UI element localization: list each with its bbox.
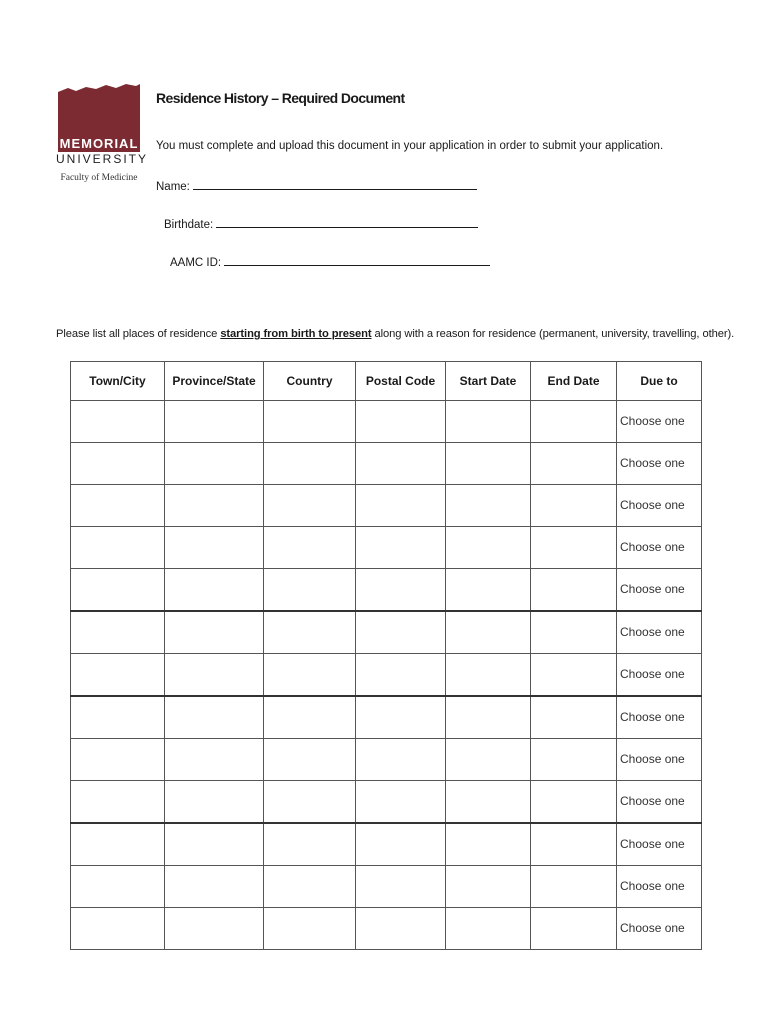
postal-code-cell[interactable]: [356, 485, 446, 527]
table-row: [71, 908, 702, 950]
town-city-cell[interactable]: [71, 739, 165, 781]
town-city-cell[interactable]: [71, 866, 165, 908]
birthdate-label: Birthdate:: [164, 219, 214, 231]
instructions-before: Please list all places of residence: [56, 328, 221, 340]
due-to-select[interactable]: Choose one: [617, 527, 702, 569]
province-state-cell[interactable]: [165, 866, 264, 908]
end-date-cell[interactable]: [531, 401, 617, 443]
due-to-select[interactable]: Choose one: [617, 739, 702, 781]
start-date-cell[interactable]: [446, 527, 531, 569]
due-to-select[interactable]: Choose one: [617, 866, 702, 908]
header-postal-code: Postal Code: [356, 362, 446, 401]
instructions-emphasis: starting from birth to present: [220, 328, 372, 340]
end-date-cell[interactable]: [531, 443, 617, 485]
town-city-cell[interactable]: [71, 485, 165, 527]
country-cell[interactable]: [264, 401, 356, 443]
due-to-select[interactable]: Choose one: [617, 401, 702, 443]
province-state-cell[interactable]: [165, 739, 264, 781]
due-to-select[interactable]: Choose one: [617, 908, 702, 950]
country-cell[interactable]: [264, 527, 356, 569]
postal-code-cell[interactable]: [356, 654, 446, 697]
start-date-cell[interactable]: [446, 908, 531, 950]
town-city-cell[interactable]: [71, 823, 165, 866]
header-country: Country: [264, 362, 356, 401]
header-end-date: End Date: [531, 362, 617, 401]
memorial-university-logo: [56, 82, 149, 192]
due-to-select[interactable]: Choose one: [617, 443, 702, 485]
start-date-cell[interactable]: [446, 866, 531, 908]
table-body: [71, 401, 702, 950]
province-state-cell[interactable]: [165, 527, 264, 569]
logo-memorial-text: MEMORIAL: [59, 136, 139, 151]
country-cell[interactable]: [264, 696, 356, 739]
due-to-select[interactable]: Choose one: [617, 654, 702, 697]
end-date-cell[interactable]: [531, 485, 617, 527]
country-cell[interactable]: [264, 443, 356, 485]
end-date-cell[interactable]: [531, 527, 617, 569]
start-date-cell[interactable]: [446, 739, 531, 781]
table-row: [71, 527, 702, 569]
start-date-cell[interactable]: [446, 611, 531, 654]
start-date-cell[interactable]: [446, 823, 531, 866]
town-city-cell[interactable]: [71, 908, 165, 950]
town-city-cell[interactable]: [71, 781, 165, 824]
name-input-line[interactable]: [193, 178, 477, 190]
table-row: [71, 654, 702, 697]
due-to-select[interactable]: Choose one: [617, 611, 702, 654]
country-cell[interactable]: [264, 908, 356, 950]
province-state-cell[interactable]: [165, 908, 264, 950]
country-cell[interactable]: [264, 569, 356, 612]
start-date-cell[interactable]: [446, 654, 531, 697]
end-date-cell[interactable]: [531, 611, 617, 654]
due-to-select[interactable]: Choose one: [617, 696, 702, 739]
postal-code-cell[interactable]: [356, 781, 446, 824]
postal-code-cell[interactable]: [356, 696, 446, 739]
end-date-cell[interactable]: [531, 823, 617, 866]
postal-code-cell[interactable]: [356, 739, 446, 781]
postal-code-cell[interactable]: [356, 401, 446, 443]
table-row: [71, 569, 702, 612]
residence-list-instructions: [56, 328, 734, 340]
province-state-cell[interactable]: [165, 781, 264, 824]
province-state-cell[interactable]: [165, 569, 264, 612]
logo-university-text: UNIVERSITY: [56, 152, 149, 166]
name-field[interactable]: [156, 178, 477, 193]
end-date-cell[interactable]: [531, 908, 617, 950]
table-row: [71, 739, 702, 781]
start-date-cell[interactable]: [446, 569, 531, 612]
town-city-cell[interactable]: [71, 611, 165, 654]
postal-code-cell[interactable]: [356, 908, 446, 950]
start-date-cell[interactable]: [446, 485, 531, 527]
name-label: Name:: [156, 181, 190, 193]
due-to-select[interactable]: Choose one: [617, 781, 702, 824]
aamc-id-input-line[interactable]: [224, 254, 490, 266]
province-state-cell[interactable]: [165, 485, 264, 527]
header-due-to: Due to: [617, 362, 702, 401]
end-date-cell[interactable]: [531, 654, 617, 697]
country-cell[interactable]: [264, 654, 356, 697]
start-date-cell[interactable]: [446, 696, 531, 739]
table-row: [71, 485, 702, 527]
province-state-cell[interactable]: [165, 696, 264, 739]
table-row: [71, 823, 702, 866]
table-row: [71, 866, 702, 908]
postal-code-cell[interactable]: [356, 823, 446, 866]
birthdate-field[interactable]: [164, 216, 478, 231]
start-date-cell[interactable]: [446, 401, 531, 443]
start-date-cell[interactable]: [446, 443, 531, 485]
province-state-cell[interactable]: [165, 823, 264, 866]
postal-code-cell[interactable]: [356, 527, 446, 569]
end-date-cell[interactable]: [531, 739, 617, 781]
postal-code-cell[interactable]: [356, 569, 446, 612]
residence-history-table: [70, 361, 702, 950]
aamc-id-label: AAMC ID:: [170, 257, 222, 269]
postal-code-cell[interactable]: [356, 611, 446, 654]
town-city-cell[interactable]: [71, 654, 165, 697]
postal-code-cell[interactable]: [356, 443, 446, 485]
header-town-city: Town/City: [71, 362, 165, 401]
town-city-cell[interactable]: [71, 527, 165, 569]
country-cell[interactable]: [264, 739, 356, 781]
country-cell[interactable]: [264, 866, 356, 908]
instructions-after: along with a reason for residence (permanent, university, travelling, other).: [371, 328, 735, 340]
province-state-cell[interactable]: [165, 611, 264, 654]
country-cell[interactable]: [264, 823, 356, 866]
country-cell[interactable]: [264, 781, 356, 824]
birthdate-input-line[interactable]: [216, 216, 478, 228]
province-state-cell[interactable]: [165, 654, 264, 697]
page-title: Residence History – Required Document: [156, 90, 405, 106]
town-city-cell[interactable]: [71, 443, 165, 485]
end-date-cell[interactable]: [531, 569, 617, 612]
table-row: [71, 611, 702, 654]
table-row: [71, 781, 702, 824]
upload-instructions: You must complete and upload this document in your application in order to submit your application.: [156, 140, 664, 152]
header-province-state: Province/State: [165, 362, 264, 401]
table-row: [71, 696, 702, 739]
country-cell[interactable]: [264, 611, 356, 654]
start-date-cell[interactable]: [446, 781, 531, 824]
due-to-select[interactable]: Choose one: [617, 485, 702, 527]
table-header-row: [71, 362, 702, 401]
end-date-cell[interactable]: [531, 696, 617, 739]
country-cell[interactable]: [264, 485, 356, 527]
table-row: [71, 443, 702, 485]
end-date-cell[interactable]: [531, 781, 617, 824]
town-city-cell[interactable]: [71, 401, 165, 443]
province-state-cell[interactable]: [165, 401, 264, 443]
town-city-cell[interactable]: [71, 696, 165, 739]
town-city-cell[interactable]: [71, 569, 165, 612]
due-to-select[interactable]: Choose one: [617, 569, 702, 612]
postal-code-cell[interactable]: [356, 866, 446, 908]
logo-faculty-text: Faculty of Medicine: [60, 173, 138, 183]
province-state-cell[interactable]: [165, 443, 264, 485]
aamc-id-field[interactable]: [170, 254, 490, 269]
end-date-cell[interactable]: [531, 866, 617, 908]
due-to-select[interactable]: Choose one: [617, 823, 702, 866]
table-row: [71, 401, 702, 443]
header-start-date: Start Date: [446, 362, 531, 401]
